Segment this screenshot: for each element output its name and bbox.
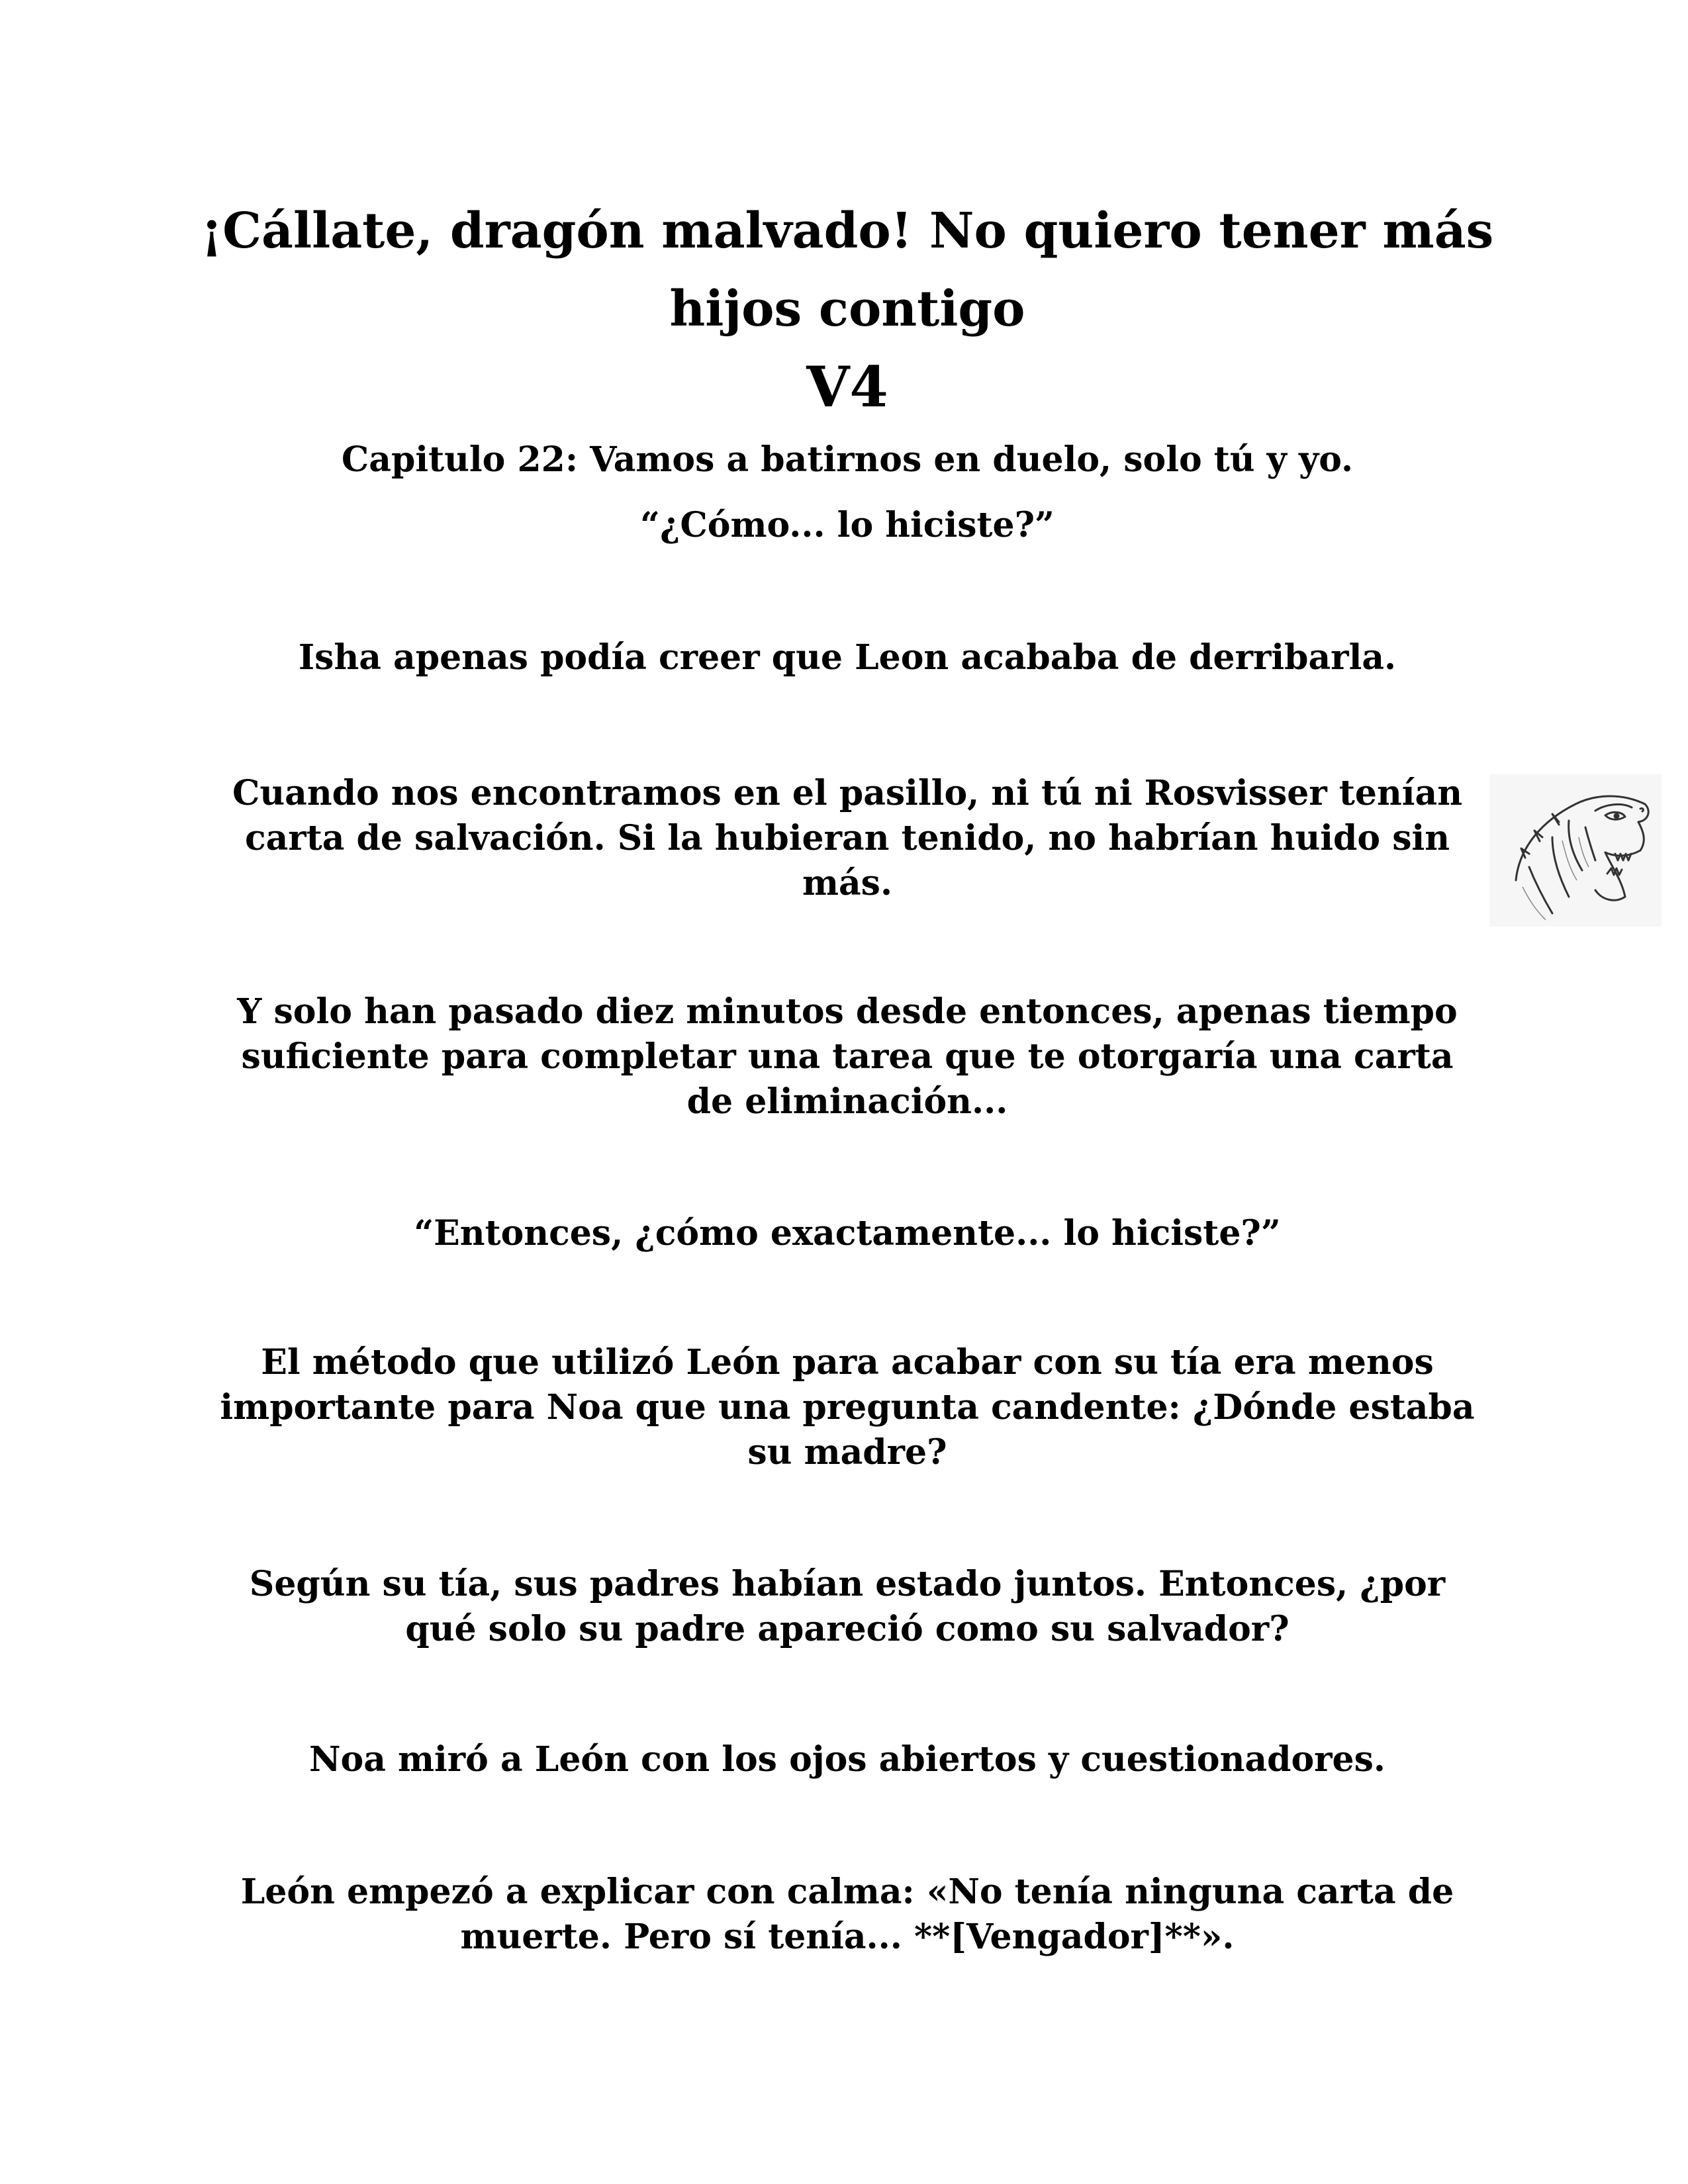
paragraph: “¿Cómo... lo hiciste?” bbox=[640, 505, 1055, 545]
paragraph: Según su tía, sus padres habían estado juntos. Entonces, ¿por qué solo su padre apareció como su salvador? bbox=[249, 1564, 1446, 1649]
book-title: ¡Cállate, dragón malvado! No quiero tener más hijos contigo bbox=[201, 203, 1494, 338]
volume-label: V4 bbox=[806, 354, 888, 420]
chapter-heading: Capitulo 22: Vamos a batirnos en duelo, solo tú y yo. bbox=[341, 439, 1354, 480]
paragraph: El método que utilizó León para acabar con su tía era menos importante para Noa que una pregunta candente: ¿Dónde estaba su madre? bbox=[220, 1342, 1475, 1473]
paragraph: Noa miró a León con los ojos abiertos y cuestionadores. bbox=[308, 1739, 1385, 1780]
paragraph: León empezó a explicar con calma: «No tenía ninguna carta de muerte. Pero sí tenía... **[Vengador]**». bbox=[240, 1872, 1454, 1957]
dragon-sketch-icon bbox=[1489, 774, 1662, 927]
paragraph: Y solo han pasado diez minutos desde entonces, apenas tiempo suficiente para completar una tarea que te otorgaría una carta de eliminación... bbox=[237, 991, 1458, 1122]
paragraph: Cuando nos encontramos en el pasillo, ni tú ni Rosvisser tenían carta de salvación. Si la hubieran tenido, no habrían huido sin más. bbox=[232, 773, 1463, 903]
paragraph: “Entonces, ¿cómo exactamente... lo hiciste?” bbox=[414, 1213, 1281, 1253]
paragraph: Isha apenas podía creer que Leon acababa de derribarla. bbox=[298, 637, 1397, 678]
